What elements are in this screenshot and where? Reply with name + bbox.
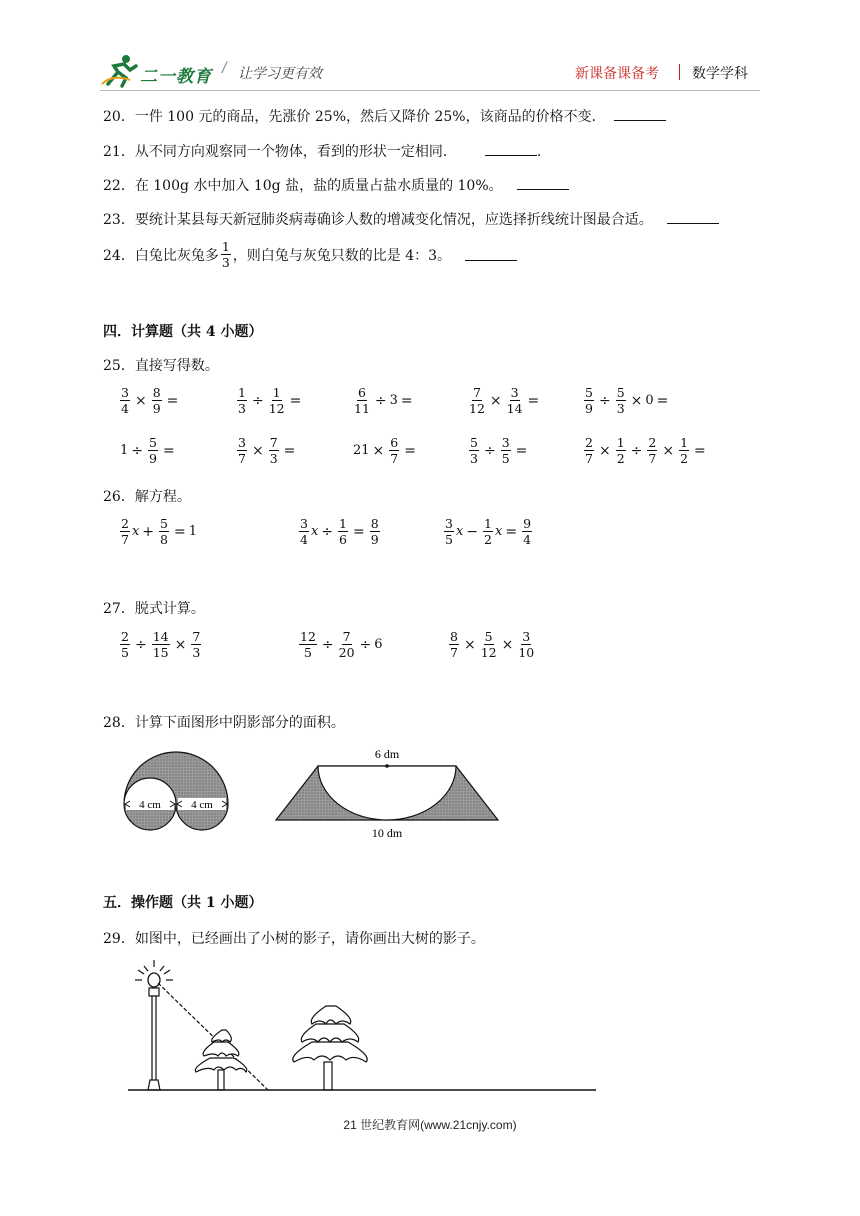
calc-25-9: $\frac{5}{3}$ ÷ $\frac{3}{5}$ = [470, 435, 528, 467]
slogan: 让学习更有效 [238, 65, 322, 81]
logo-text: 二一教育 [140, 67, 212, 86]
calc-25-1: $\frac{3}{4}$ × $\frac{8}{9}$ = [121, 385, 179, 417]
label-6dm: 6 dm [374, 747, 400, 761]
question-29: 29．如图中，已经画出了小树的影子，请你画出大树的影子。 [103, 931, 485, 947]
question-25: 25．直接写得数。 [103, 358, 219, 374]
equation-26-2: $\frac{3}{4}$ x ÷ $\frac{1}{6}$ = $\frac{8}{9}$ [300, 516, 379, 548]
question-21: 21．从不同方向观察同一个物体，看到的形状一定相同． . [103, 144, 542, 160]
answer-blank-21[interactable] [485, 143, 537, 156]
calc-25-5: $\frac{5}{9}$ ÷ $\frac{5}{3}$ × 0 = [585, 385, 669, 417]
answer-blank-20[interactable] [614, 108, 666, 121]
calc-25-6: 1 ÷ $\frac{5}{9}$ = [120, 435, 175, 467]
question-27: 27．脱式计算。 [103, 601, 205, 617]
tree-shadow-figure [126, 958, 606, 1098]
equation-26-1: $\frac{2}{7}$ x + $\frac{5}{8}$ = 1 [121, 516, 197, 548]
subject-label: 数学学科 [692, 65, 748, 81]
calc-27-3: $\frac{8}{7}$ × $\frac{5}{12}$ × $\frac{3}{10}$ [450, 629, 535, 661]
lamp-post [152, 996, 156, 1084]
question-24: 24．白兔比灰兔多 $\frac{1}{3}$ ，则白兔与灰兔只数的比是 4：3。 [103, 240, 517, 269]
label-4cm-left: 4 cm [139, 799, 161, 811]
question-23: 23．要统计某县每天新冠肺炎病毒确诊人数的增减变化情况，应选择折线统计图最合适。 [103, 209, 719, 229]
label-10dm: 10 dm [371, 826, 403, 840]
calc-27-2: $\frac{12}{5}$ ÷ $\frac{7}{20}$ ÷ 6 [300, 629, 383, 661]
footer: 21 世纪教育网(www.21cnjy.com) [343, 1118, 517, 1132]
header-separator [679, 64, 680, 80]
calc-25-4: $\frac{7}{12}$ × $\frac{3}{14}$ = [469, 385, 540, 417]
big-tree-icon [293, 1006, 367, 1090]
question-26: 26．解方程。 [103, 489, 191, 505]
calc-25-2: $\frac{1}{3}$ ÷ $\frac{1}{12}$ = [238, 385, 302, 417]
trapezoid-semicircle-figure [272, 744, 502, 840]
header-rule [100, 90, 760, 91]
calc-25-10: $\frac{2}{7}$ × $\frac{1}{2}$ ÷ $\frac{2}{7}$ × $\frac{1}{2}$ = [585, 435, 706, 467]
lamp-bulb [148, 973, 160, 987]
calc-25-7: $\frac{3}{7}$ × $\frac{7}{3}$ = [238, 435, 296, 467]
answer-blank-23[interactable] [667, 211, 719, 224]
question-28: 28．计算下面图形中阴影部分的面积。 [103, 715, 345, 731]
slogan-divider: / [222, 60, 227, 77]
header-right-label: 新课备课备考 [575, 65, 659, 81]
calc-25-3: $\frac{6}{11}$ ÷ 3 = [354, 385, 413, 417]
label-4cm-right: 4 cm [191, 799, 213, 811]
logo-runner-icon [100, 54, 140, 88]
shaded-spiral-figure [118, 744, 238, 844]
answer-blank-24[interactable] [465, 248, 517, 261]
question-22: 22．在 100g 水中加入 10g 盐，盐的质量占盐水质量的 10%。 [103, 175, 569, 195]
calc-25-8: 21 × $\frac{6}{7}$ = [353, 435, 416, 467]
small-tree-icon [195, 1030, 247, 1090]
answer-blank-22[interactable] [517, 177, 569, 190]
section-5-title: 五．操作题（共 1 小题） [103, 895, 263, 911]
section-4-title: 四．计算题（共 4 小题） [103, 324, 263, 340]
calc-27-1: $\frac{2}{5}$ ÷ $\frac{14}{15}$ × $\frac{7}{3}$ [121, 629, 201, 661]
light-ray [158, 983, 268, 1090]
header [100, 52, 760, 92]
equation-26-3: $\frac{3}{5}$ x − $\frac{1}{2}$ x = $\frac{9}{4}$ [445, 516, 532, 548]
question-20: 20．一件 100 元的商品，先涨价 25%，然后又降价 25%，该商品的价格不变． [103, 106, 666, 126]
